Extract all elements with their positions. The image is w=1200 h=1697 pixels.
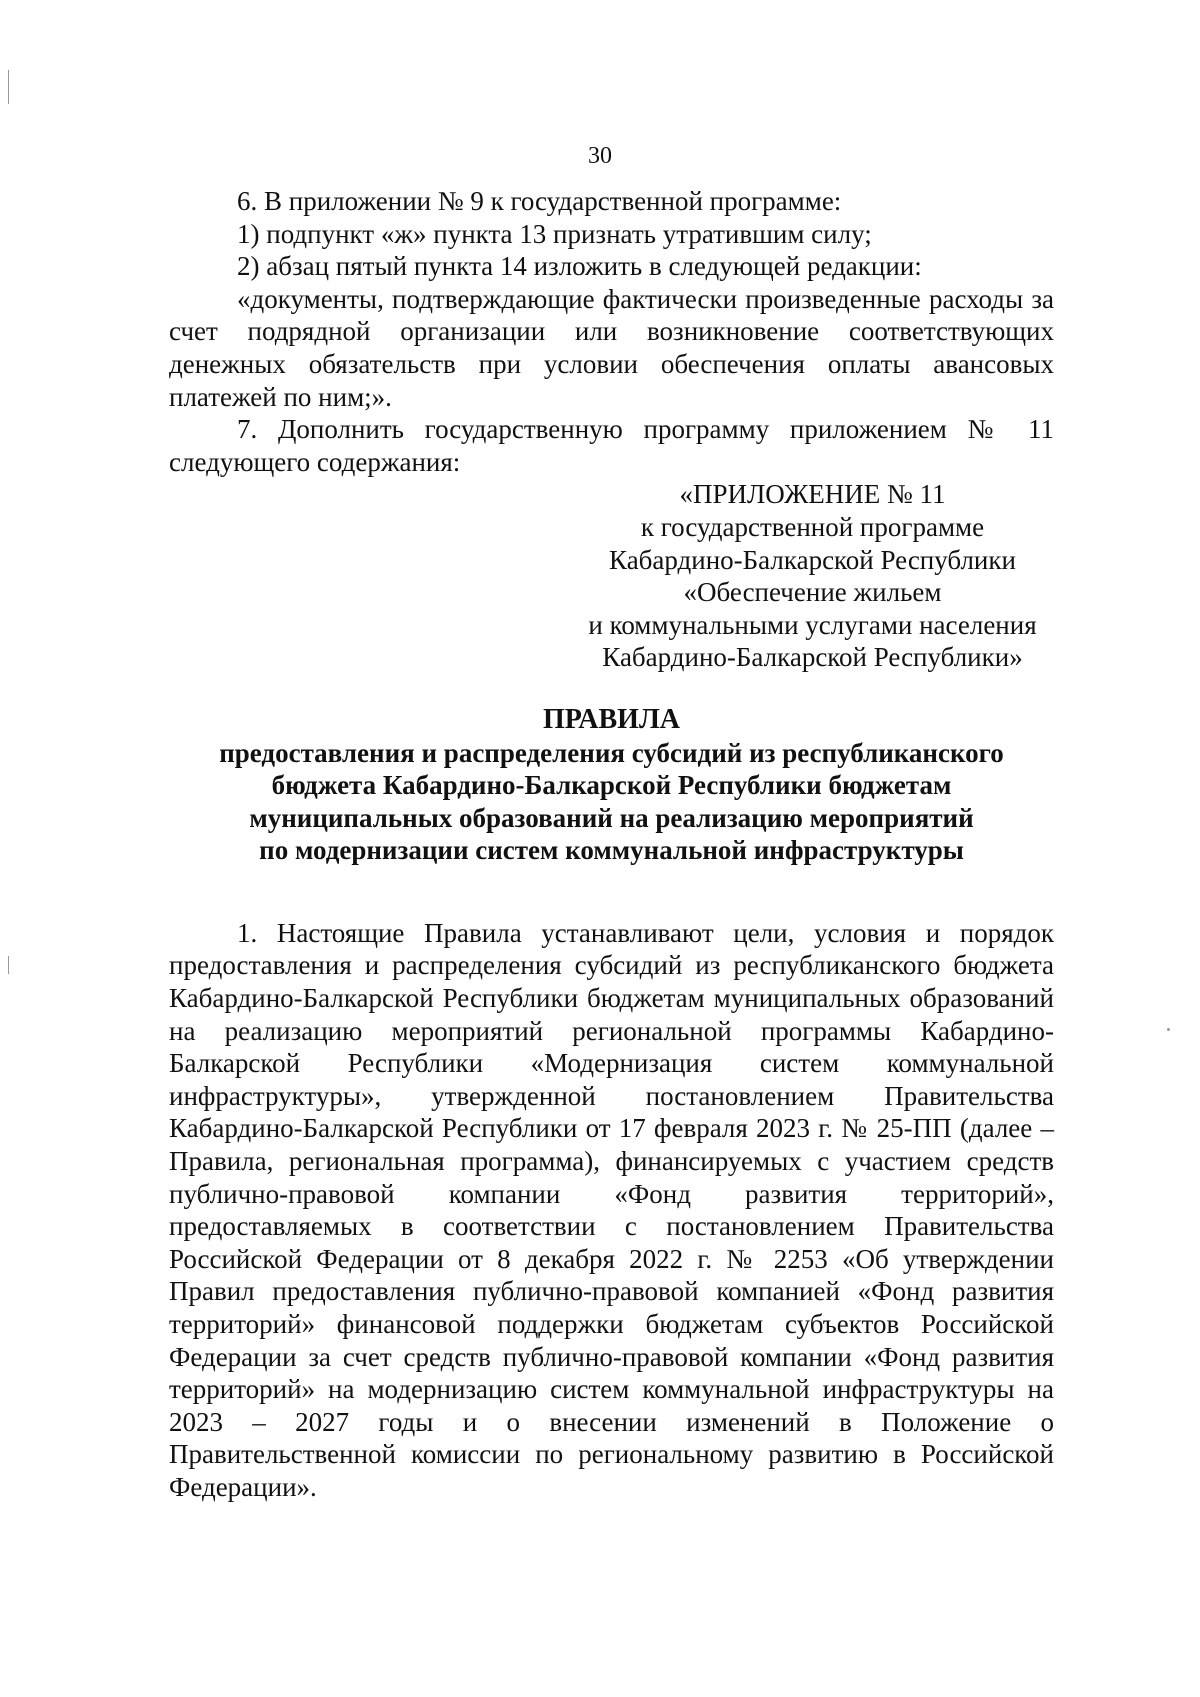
item-2: 2) абзац пятый пункта 14 изложить в следующей редакции: [237,251,922,282]
page-number: 30 [588,143,612,169]
scan-edge-mark-middle [8,956,9,974]
rules-body [169,917,1054,1504]
rules-subtitle-line-3: муниципальных образований на реализацию мероприятий [249,802,974,833]
appendix-header [571,478,1054,674]
paragraph-6: 6. В приложении № 9 к государственной программе: [237,186,842,216]
item-1: 1) подпункт «ж» пункта 13 признать утратившим силу; [237,218,872,249]
rules-point-1: 1. Настоящие Правила устанавливают цели, условия и порядок предоставления и распределения субсидий из республиканского бюджета Кабардино-Балкарской Республики бюджетам муниципальных образований на реализацию мероприятий региональной программы Кабардино-Балкарской Республики «Модернизация систем коммунальной инфраструктуры», утвержденной постановлением Правительства Кабардино-Балкарской Республики от 17 февраля 2023 г. № 25-ПП (далее – Правила, региональная программа), финансируемых с участием средств публично-правовой компании «Фонд развития территорий», предоставляемых в соответствии с постановлением Правительства Российской Федерации от 8 декабря 2022 г. № 2253 «Об утверждении Правил предоставления публично-правовой компанией «Фонд развития территорий» финансовой поддержки бюджетам субъектов Российской Федерации за счет средств публично-правовой компании «Фонд развития территорий» на модернизацию систем коммунальной инфраструктуры на 2023 – 2027 годы и о внесении изменений в Положение о Правительственной комиссии по региональному развитию в Российской Федерации». [169,917,1054,1502]
rules-subtitle-line-2: бюджета Кабардино-Балкарской Республики бюджетам [271,770,952,801]
rules-subtitle-line-4: по модернизации систем коммунальной инфраструктуры [259,835,964,866]
appendix-line-6: Кабардино-Балкарской Республики» [602,642,1023,673]
appendix-line-5: и коммунальными услугами населения [588,609,1037,640]
scan-edge-mark-top [8,70,9,104]
rules-heading [169,704,1054,867]
rules-subtitle-line-1: предоставления и распределения субсидий из республиканского [219,737,1004,768]
document-content [169,185,1054,1504]
appendix-line-1: «ПРИЛОЖЕНИЕ № 11 [679,479,946,510]
appendix-line-3: Кабардино-Балкарской Республики [609,544,1016,575]
quoted-text: «документы, подтверждающие фактически произведенные расходы за счет подрядной организации или возникновение соответствующих денежных обязательств при условии обеспечения оплаты авансовых платежей по ним;». [169,283,1054,412]
appendix-line-4: «Обеспечение жильем [683,577,942,608]
rules-title: ПРАВИЛА [542,703,681,735]
paragraph-7: 7. Дополнить государственную программу приложением № 11 следующего содержания: [169,414,1054,477]
scan-dot [1167,1028,1170,1031]
appendix-line-2: к государственной программе [640,511,985,542]
